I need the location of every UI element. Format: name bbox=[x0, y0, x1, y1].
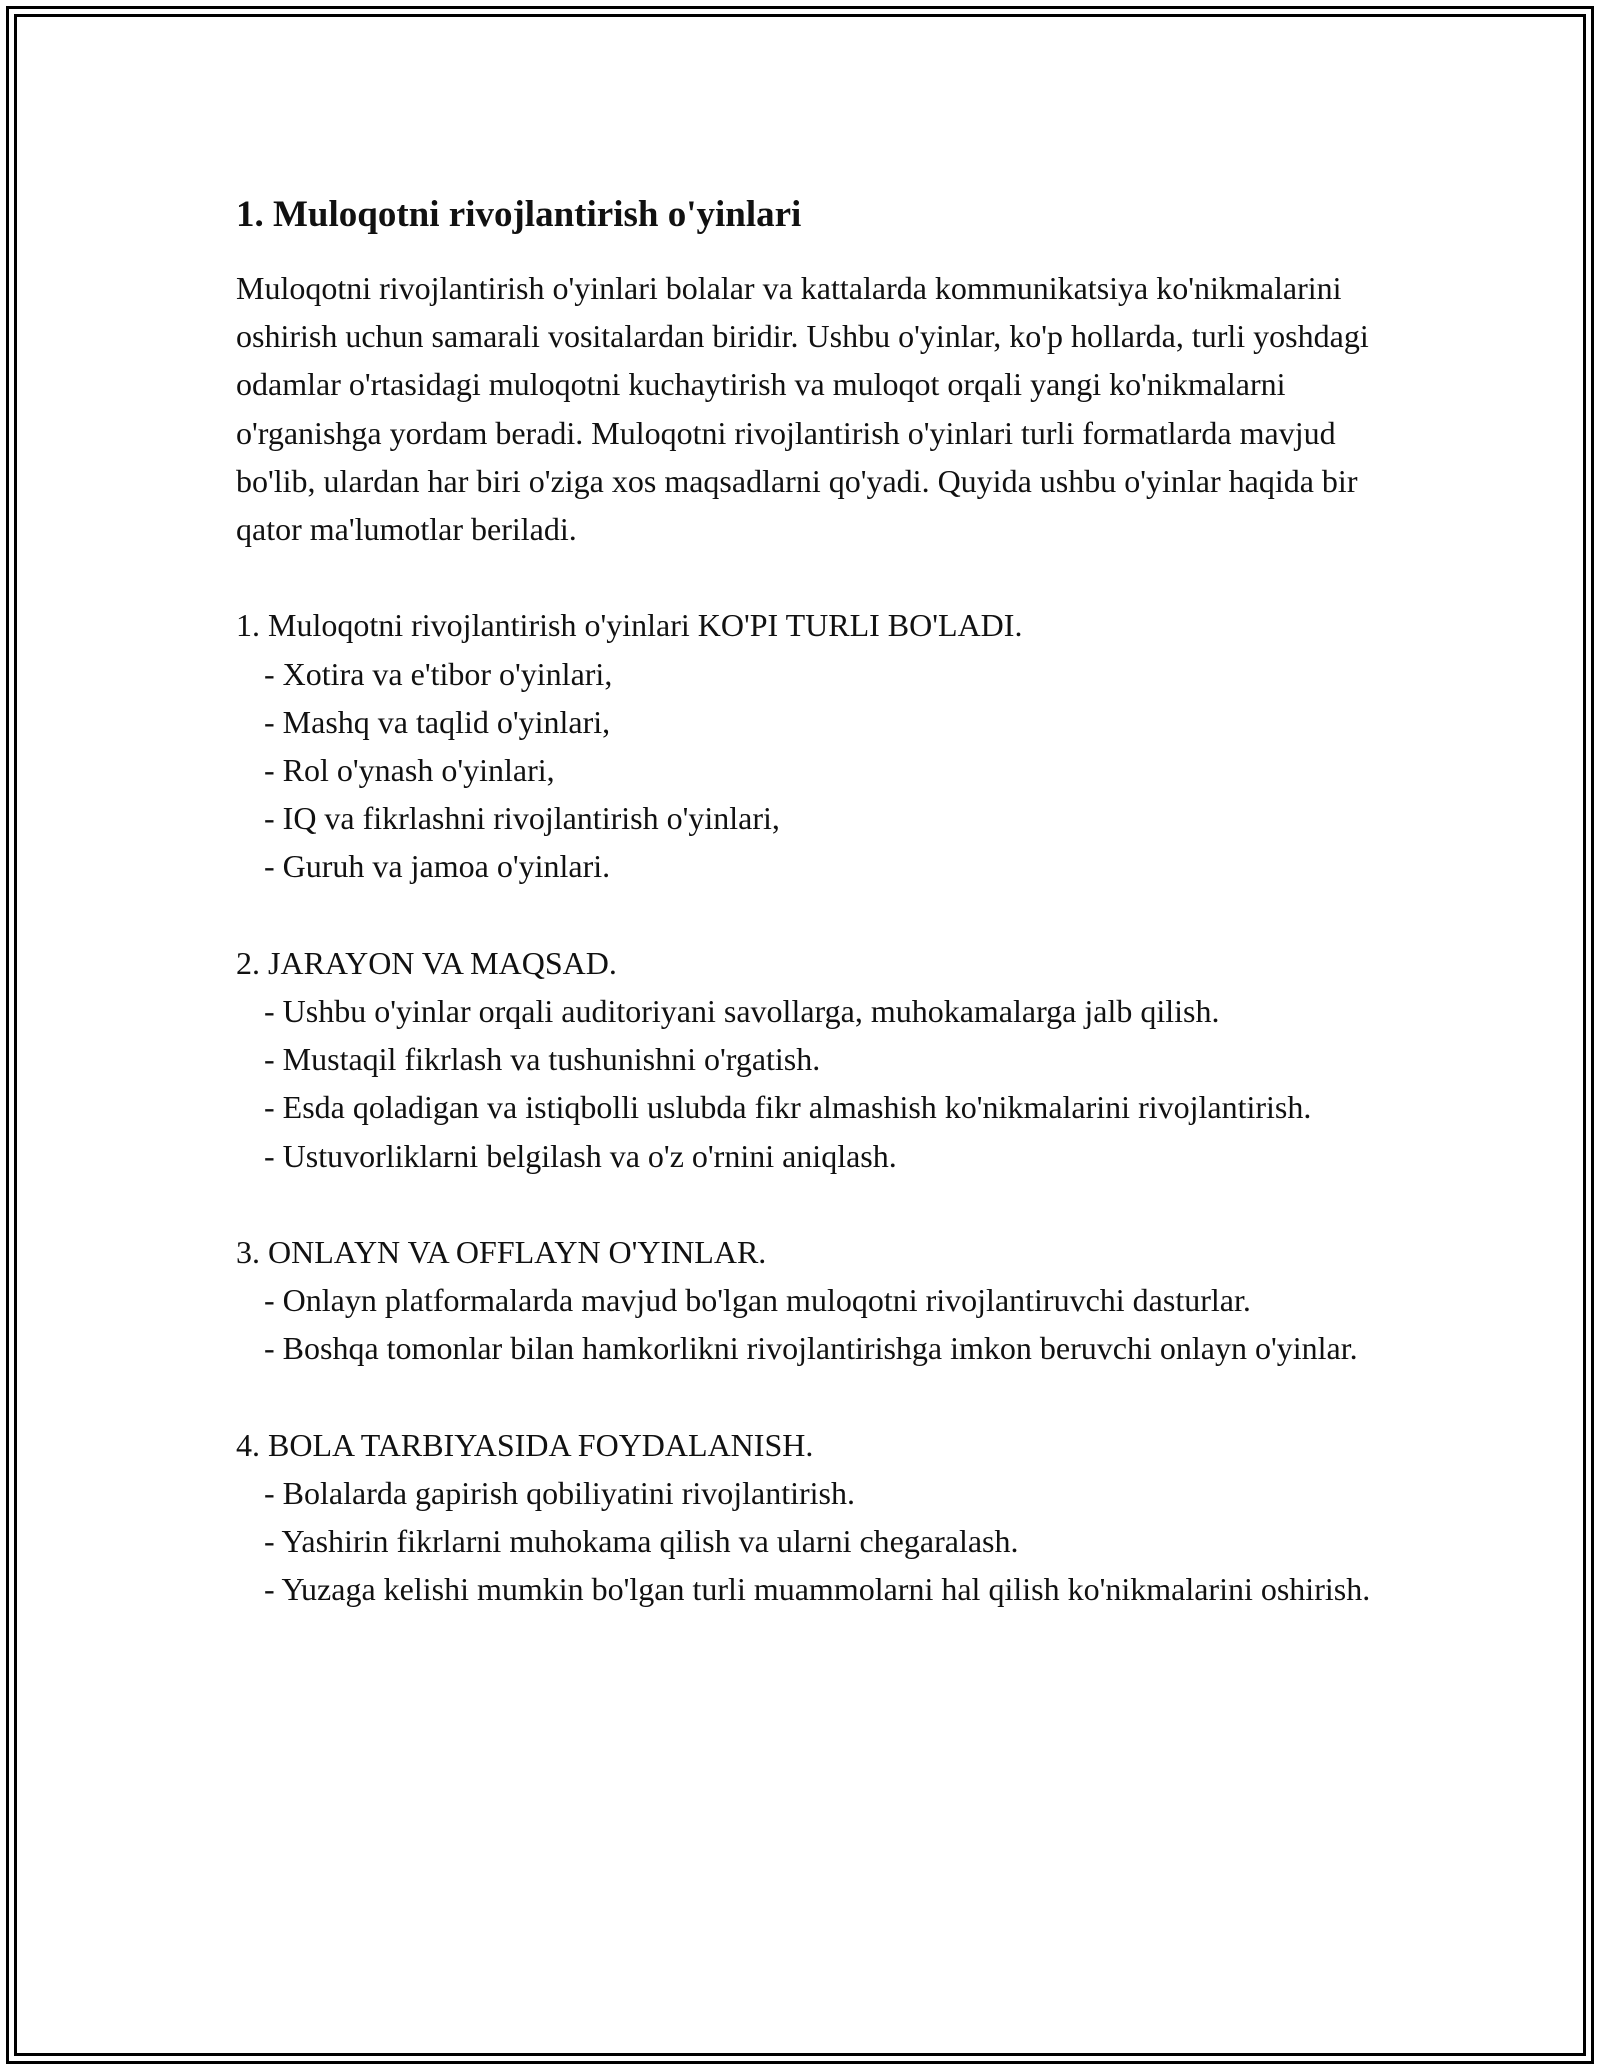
document-content bbox=[236, 188, 1376, 1614]
list-item: - Mashq va taqlid o'yinlari, bbox=[264, 703, 611, 740]
section-4 bbox=[236, 1421, 1376, 1614]
list-item: - Rol o'ynash o'yinlari, bbox=[264, 752, 555, 789]
list-item: - Ushbu o'yinlar orqali auditoriyani savollarga, muhokamalarga jalb qilish. bbox=[264, 993, 1220, 1030]
section-2 bbox=[236, 939, 1376, 1180]
list-item: - Esda qoladigan va istiqbolli uslubda fikr almashish ko'nikmalarini rivojlantirish. bbox=[264, 1089, 1312, 1126]
list-item: - Mustaqil fikrlash va tushunishni o'rgatish. bbox=[264, 1041, 821, 1078]
section-1 bbox=[236, 601, 1376, 890]
section-heading: 3. ONLAYN VA OFFLAYN O'YINLAR. bbox=[236, 1234, 767, 1271]
section-heading: 4. BOLA TARBIYASIDA FOYDALANISH. bbox=[236, 1426, 814, 1463]
document-body bbox=[236, 264, 1376, 1614]
list-item: - Boshqa tomonlar bilan hamkorlikni rivojlantirishga imkon beruvchi onlayn o'yinlar. bbox=[264, 1330, 1358, 1367]
document-title: 1. Muloqotni rivojlantirish o'yinlari bbox=[236, 194, 802, 235]
list-item: - Xotira va e'tibor o'yinlari, bbox=[264, 655, 613, 692]
section-3 bbox=[236, 1228, 1376, 1373]
list-item: - IQ va fikrlashni rivojlantirish o'yinlari, bbox=[264, 800, 780, 837]
list-item: - Yuzaga kelishi mumkin bo'lgan turli muammolarni hal qilish ko'nikmalarini oshirish. bbox=[264, 1571, 1371, 1608]
intro-paragraph: Muloqotni rivojlantirish o'yinlari bolalar va kattalarda kommunikatsiya ko'nikmalarini oshirish uchun samarali vositalardan biridir. Ushbu o'yinlar, ko'p hollarda, turli yoshdagi odamlar o'rtasidagi muloqotni kuchaytirish va muloqot orqali yangi ko'nikmalarni o'rganishga yordam beradi. Muloqotni rivojlantirish o'yinlari turli formatlarda mavjud bo'lib, ulardan har biri o'ziga xos maqsadlarni qo'yadi. Quyida ushbu o'yinlar haqida bir qator ma'lumotlar beriladi. bbox=[236, 270, 1369, 548]
list-item: - Onlayn platformalarda mavjud bo'lgan muloqotni rivojlantiruvchi dasturlar. bbox=[264, 1282, 1251, 1319]
section-heading: 1. Muloqotni rivojlantirish o'yinlari KO'PI TURLI BO'LADI. bbox=[236, 607, 1023, 644]
list-item: - Ustuvorliklarni belgilash va o'z o'rnini aniqlash. bbox=[264, 1137, 897, 1174]
list-item: - Bolalarda gapirish qobiliyatini rivojlantirish. bbox=[264, 1475, 855, 1512]
section-heading: 2. JARAYON VA MAQSAD. bbox=[236, 944, 617, 981]
list-item: - Guruh va jamoa o'yinlari. bbox=[264, 848, 611, 885]
list-item: - Yashirin fikrlarni muhokama qilish va ularni chegaralash. bbox=[264, 1523, 1019, 1560]
